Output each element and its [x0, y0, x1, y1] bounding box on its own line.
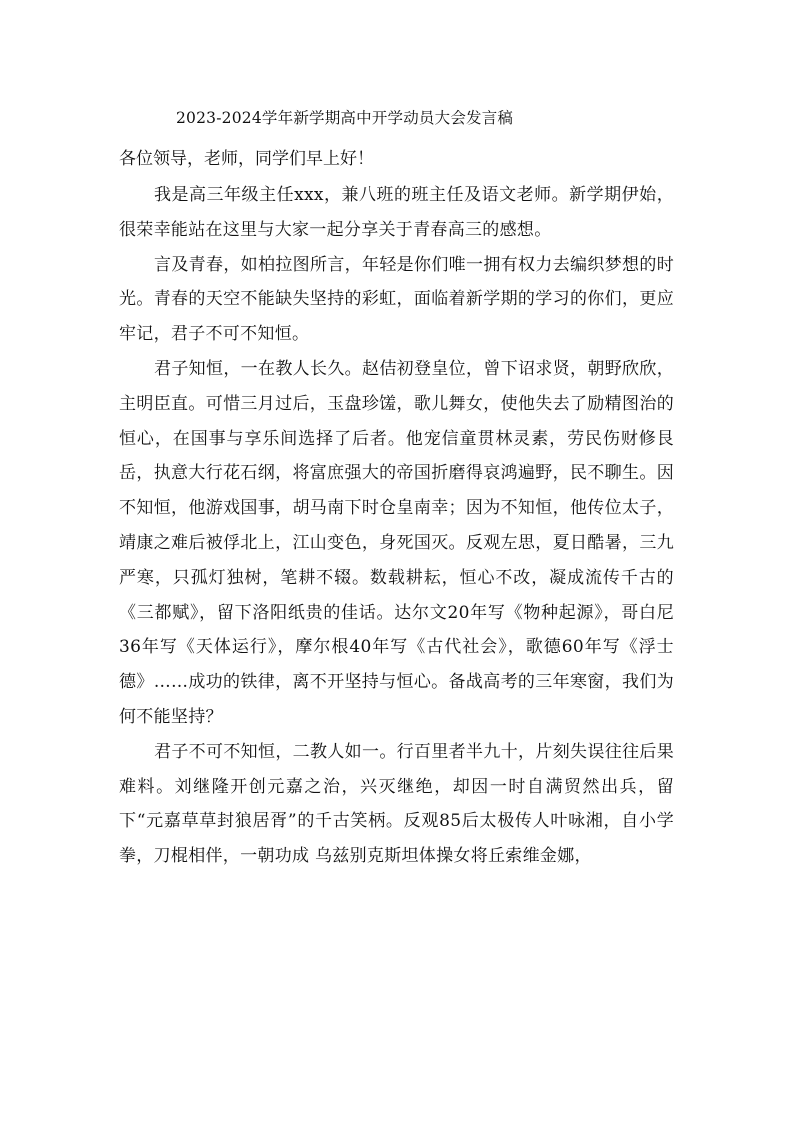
- document-title: 2023-2024学年新学期高中开学动员大会发言稿: [176, 109, 514, 127]
- paragraph-youth: 言及青春，如柏拉图所言，年轻是你们唯一拥有权力去编织梦想的时光。青春的天空不能缺失坚持的彩虹，面临着新学期的学习的你们，更应牢记，君子不可不知恒。: [119, 254, 674, 345]
- paragraph-intro: 我是高三年级主任xxx，兼八班的班主任及语文老师。新学期伊始，很荣幸能站在这里与大家一起分享关于青春高三的感想。: [119, 185, 674, 240]
- greeting-line: 各位领导，老师，同学们早上好！: [119, 149, 374, 169]
- document-body: [119, 178, 674, 874]
- paragraph-perseverance-one: 君子知恒，一在教人长久。赵佶初登皇位，曾下诏求贤，朝野欣欣，主明臣直。可惜三月过后，玉盘珍馐，歌儿舞女，使他失去了励精图治的恒心，在国事与享乐间选择了后者。他宠信童贯林灵素，劳民伤财修艮岳，执意大行花石纲，将富庶强大的帝国折磨得哀鸿遍野，民不聊生。因不知恒，他游戏国事，胡马南下时仓皇南幸；因为不知恒，他传位太子，靖康之难后被俘北上，江山变色，身死国灭。反观左思，夏日酷暑，三九严寒，只孤灯独树，笔耕不辍。数载耕耘，恒心不改，凝成流传千古的《三都赋》，留下洛阳纸贵的佳话。达尔文20年写《物种起源》，哥白尼36年写《天体运行》，摩尔根40年写《古代社会》，歌德60年写《浮士德》……成功的铁律，离不开坚持与恒心。备战高考的三年寒窗，我们为何不能坚持？: [119, 358, 674, 727]
- paragraph-perseverance-two: 君子不可不知恒，二教人如一。行百里者半九十，片刻失误往往后果难料。刘继隆开创元嘉之治，兴灭继绝，却因一时自满贸然出兵，留下“元嘉草草封狼居胥”的千古笑柄。反观85后太极传人叶咏湘，自小学拳，刀棍相伴，一朝功成 乌兹别克斯坦体操女将丘索维金娜，: [119, 741, 674, 867]
